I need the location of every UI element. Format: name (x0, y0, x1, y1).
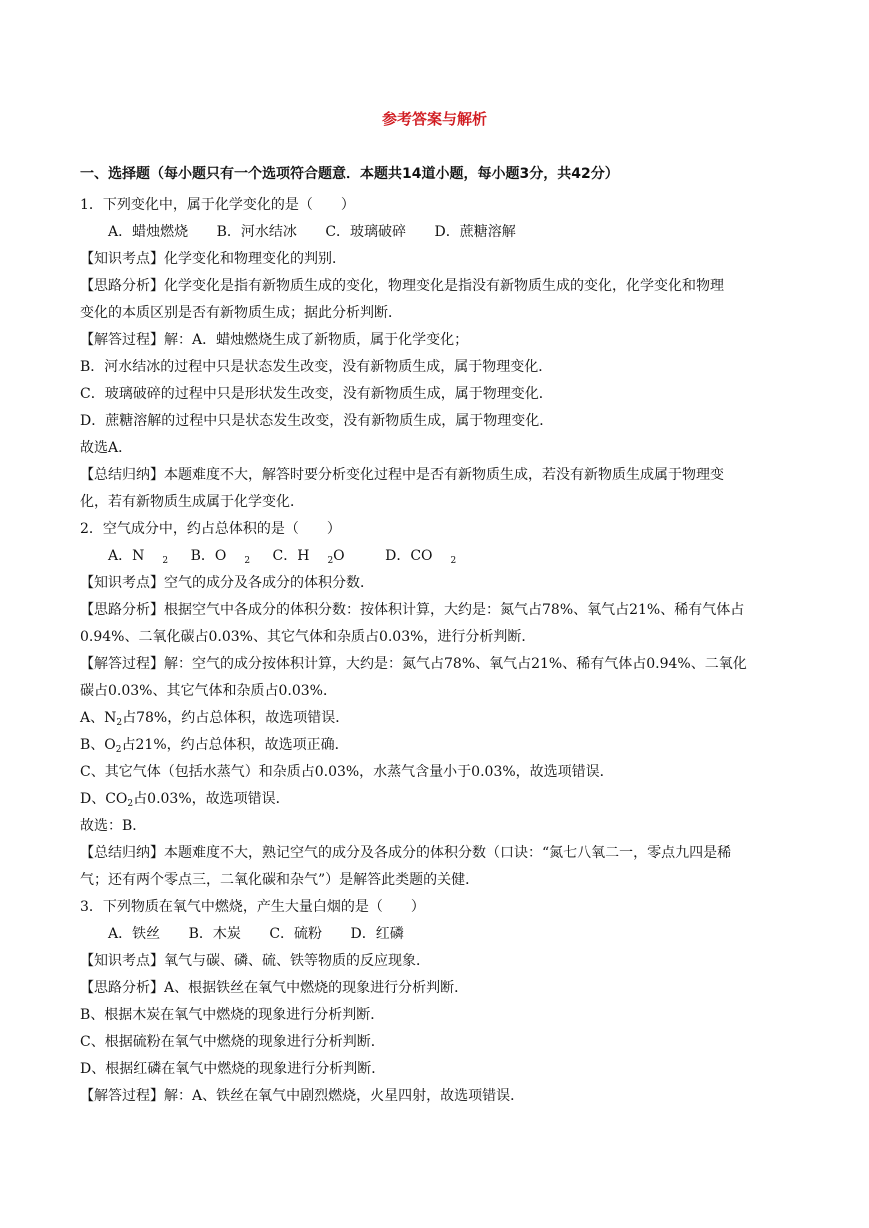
q1-stem: 1．下列变化中，属于化学变化的是（ ） (80, 197, 355, 213)
q2-line-b-sub: 2 (115, 745, 122, 755)
q3-analysis-text-1: A、根据铁丝在氧气中燃烧的现象进行分析判断． (164, 980, 469, 996)
q2-answer: 故选：B． (80, 818, 147, 834)
q2-analysis-text-2: 0.94%、二氧化碳占0.03%、其它气体和杂质占0.03%，进行分析判断． (80, 629, 536, 645)
q3-knowledge-text: 氧气与碳、磷、硫、铁等物质的反应现象． (164, 953, 430, 969)
q1-analysis-tag: 【思路分析】 (80, 278, 164, 294)
q2-process-tag: 【解答过程】 (80, 656, 164, 672)
q2-line-b-pre: B、O (80, 737, 116, 753)
q3-process-tag: 【解答过程】 (80, 1088, 164, 1104)
q1-summary (80, 462, 795, 489)
q2-process-text-2: 碳占0.03%、其它气体和杂质占0.03%． (80, 683, 337, 699)
q2-line-d-sub: 2 (127, 799, 134, 809)
q2-option-b (191, 548, 251, 564)
q1-summary-text-2: 化，若有新物质生成属于化学变化． (80, 494, 304, 510)
q2-line-a-sub: 2 (116, 718, 123, 728)
q2-stem: 2．空气成分中，约占总体积的是（ ） (80, 521, 341, 537)
q2-option-b-text: B．O (190, 548, 227, 564)
q2-option-b-sub: 2 (244, 556, 251, 566)
section-heading: 一、选择题（每小题只有一个选项符合题意．本题共14道小题，每小题3分，共42分） (80, 166, 619, 182)
q2-summary-text-1: 本题难度不大，熟记空气的成分及各成分的体积分数（口诀：“氮七八氧二一，零点九四是稀 (164, 845, 732, 861)
q2-option-c-sub: 2 (327, 556, 334, 566)
q2-option-a-text: A．N (108, 548, 145, 564)
q1-knowledge (80, 246, 795, 273)
q2-analysis-text-1: 根据空气中各成分的体积分数：按体积计算，大约是：氮气占78%、氧气占21%、稀有气体占 (164, 602, 745, 618)
q1-option-b: B．河水结冰 (216, 224, 297, 240)
q3-process-text-1: 解：A、铁丝在氧气中剧烈燃烧，火星四射，故选项错误． (164, 1088, 525, 1104)
q2-option-c (273, 548, 363, 564)
q3-option-d: D．红磷 (350, 926, 404, 942)
q1-process-text-2: B．河水结冰的过程中只是状态发生改变，没有新物质生成，属于物理变化． (80, 359, 553, 375)
q2-process (80, 651, 795, 678)
q2-option-c-text: C．H (272, 548, 310, 564)
q2-option-d (385, 548, 456, 564)
q2-line-d (80, 786, 795, 813)
q3-options (80, 921, 795, 948)
q1-process-text-1: 解：A．蜡烛燃烧生成了新物质，属于化学变化； (164, 332, 469, 348)
q2-option-d-sub: 2 (450, 556, 457, 566)
q3-stem: 3．下列物质在氧气中燃烧，产生大量白烟的是（ ） (80, 899, 425, 915)
q2-analysis (80, 597, 795, 624)
q3-option-c: C．硫粉 (269, 926, 323, 942)
q2-line-c: C、其它气体（包括水蒸气）和杂质占0.03%，水蒸气含量小于0.03%，故选项错误． (80, 764, 614, 780)
q1-analysis-text-2: 变化的本质区别是否有新物质生成；据此分析判断． (80, 305, 402, 321)
q3-knowledge-tag: 【知识考点】 (80, 953, 164, 969)
q2-option-a (108, 548, 168, 564)
q2-line-b-post: 占21%，约占总体积，故选项正确． (121, 737, 349, 753)
q2-options (80, 543, 795, 570)
q2-line-a-pre: A、N (80, 710, 117, 726)
q2-summary (80, 840, 795, 867)
q2-knowledge-tag: 【知识考点】 (80, 575, 164, 591)
q2-option-c-tail: O (333, 548, 345, 564)
q1-summary-tag: 【总结归纳】 (80, 467, 164, 483)
q2-summary-text-2: 气；还有两个零点三，二氧化碳和杂气”）是解答此类题的关健． (80, 872, 480, 888)
q2-process-text-1: 解：空气的成分按体积计算，大约是：氮气占78%、氧气占21%、稀有气体占0.94%、二氧化 (164, 656, 747, 672)
q3-option-a: A．铁丝 (108, 926, 161, 942)
q2-line-d-post: 占0.03%，故选项错误． (133, 791, 290, 807)
q2-line-a-post: 占78%，约占总体积，故选项错误． (122, 710, 350, 726)
q2-knowledge (80, 570, 795, 597)
q1-options (80, 219, 795, 246)
q2-summary-tag: 【总结归纳】 (80, 845, 164, 861)
q1-summary-text-1: 本题难度不大，解答时要分析变化过程中是否有新物质生成，若没有新物质生成属于物理变 (164, 467, 724, 483)
q3-analysis (80, 975, 795, 1002)
q1-option-c: C．玻璃破碎 (325, 224, 407, 240)
q3-process (80, 1083, 795, 1110)
q3-analysis-text-3: C、根据硫粉在氧气中燃烧的现象进行分析判断． (80, 1034, 385, 1050)
document-body (80, 192, 795, 1110)
q1-analysis-text-1: 化学变化是指有新物质生成的变化，物理变化是指没有新物质生成的变化，化学变化和物理 (164, 278, 724, 294)
q1-knowledge-tag: 【知识考点】 (80, 251, 164, 267)
q1-analysis (80, 273, 795, 300)
q1-process-tag: 【解答过程】 (80, 332, 164, 348)
q1-process (80, 327, 795, 354)
q2-line-b (80, 732, 795, 759)
q2-line-a (80, 705, 795, 732)
q1-process-text-3: C．玻璃破碎的过程中只是形状发生改变，没有新物质生成，属于物理变化． (80, 386, 553, 402)
q1-option-a: A．蜡烛燃烧 (108, 224, 189, 240)
q2-option-d-text: D．CO (385, 548, 433, 564)
q1-process-text-4: D．蔗糖溶解的过程中只是状态发生改变，没有新物质生成，属于物理变化． (80, 413, 554, 429)
q3-analysis-text-2: B、根据木炭在氧气中燃烧的现象进行分析判断． (80, 1007, 385, 1023)
q2-knowledge-text: 空气的成分及各成分的体积分数． (164, 575, 374, 591)
q1-option-d: D．蔗糖溶解 (434, 224, 516, 240)
q3-analysis-tag: 【思路分析】 (80, 980, 164, 996)
q2-option-a-sub: 2 (162, 556, 169, 566)
q1-answer: 故选A． (80, 440, 133, 456)
q2-line-d-pre: D、CO (80, 791, 128, 807)
page-title: 参考答案与解析 (381, 110, 487, 128)
q3-analysis-text-4: D、根据红磷在氧气中燃烧的现象进行分析判断． (80, 1061, 386, 1077)
q2-analysis-tag: 【思路分析】 (80, 602, 164, 618)
q1-knowledge-text: 化学变化和物理变化的判别． (164, 251, 346, 267)
q3-knowledge (80, 948, 795, 975)
q3-option-b: B．木炭 (188, 926, 241, 942)
